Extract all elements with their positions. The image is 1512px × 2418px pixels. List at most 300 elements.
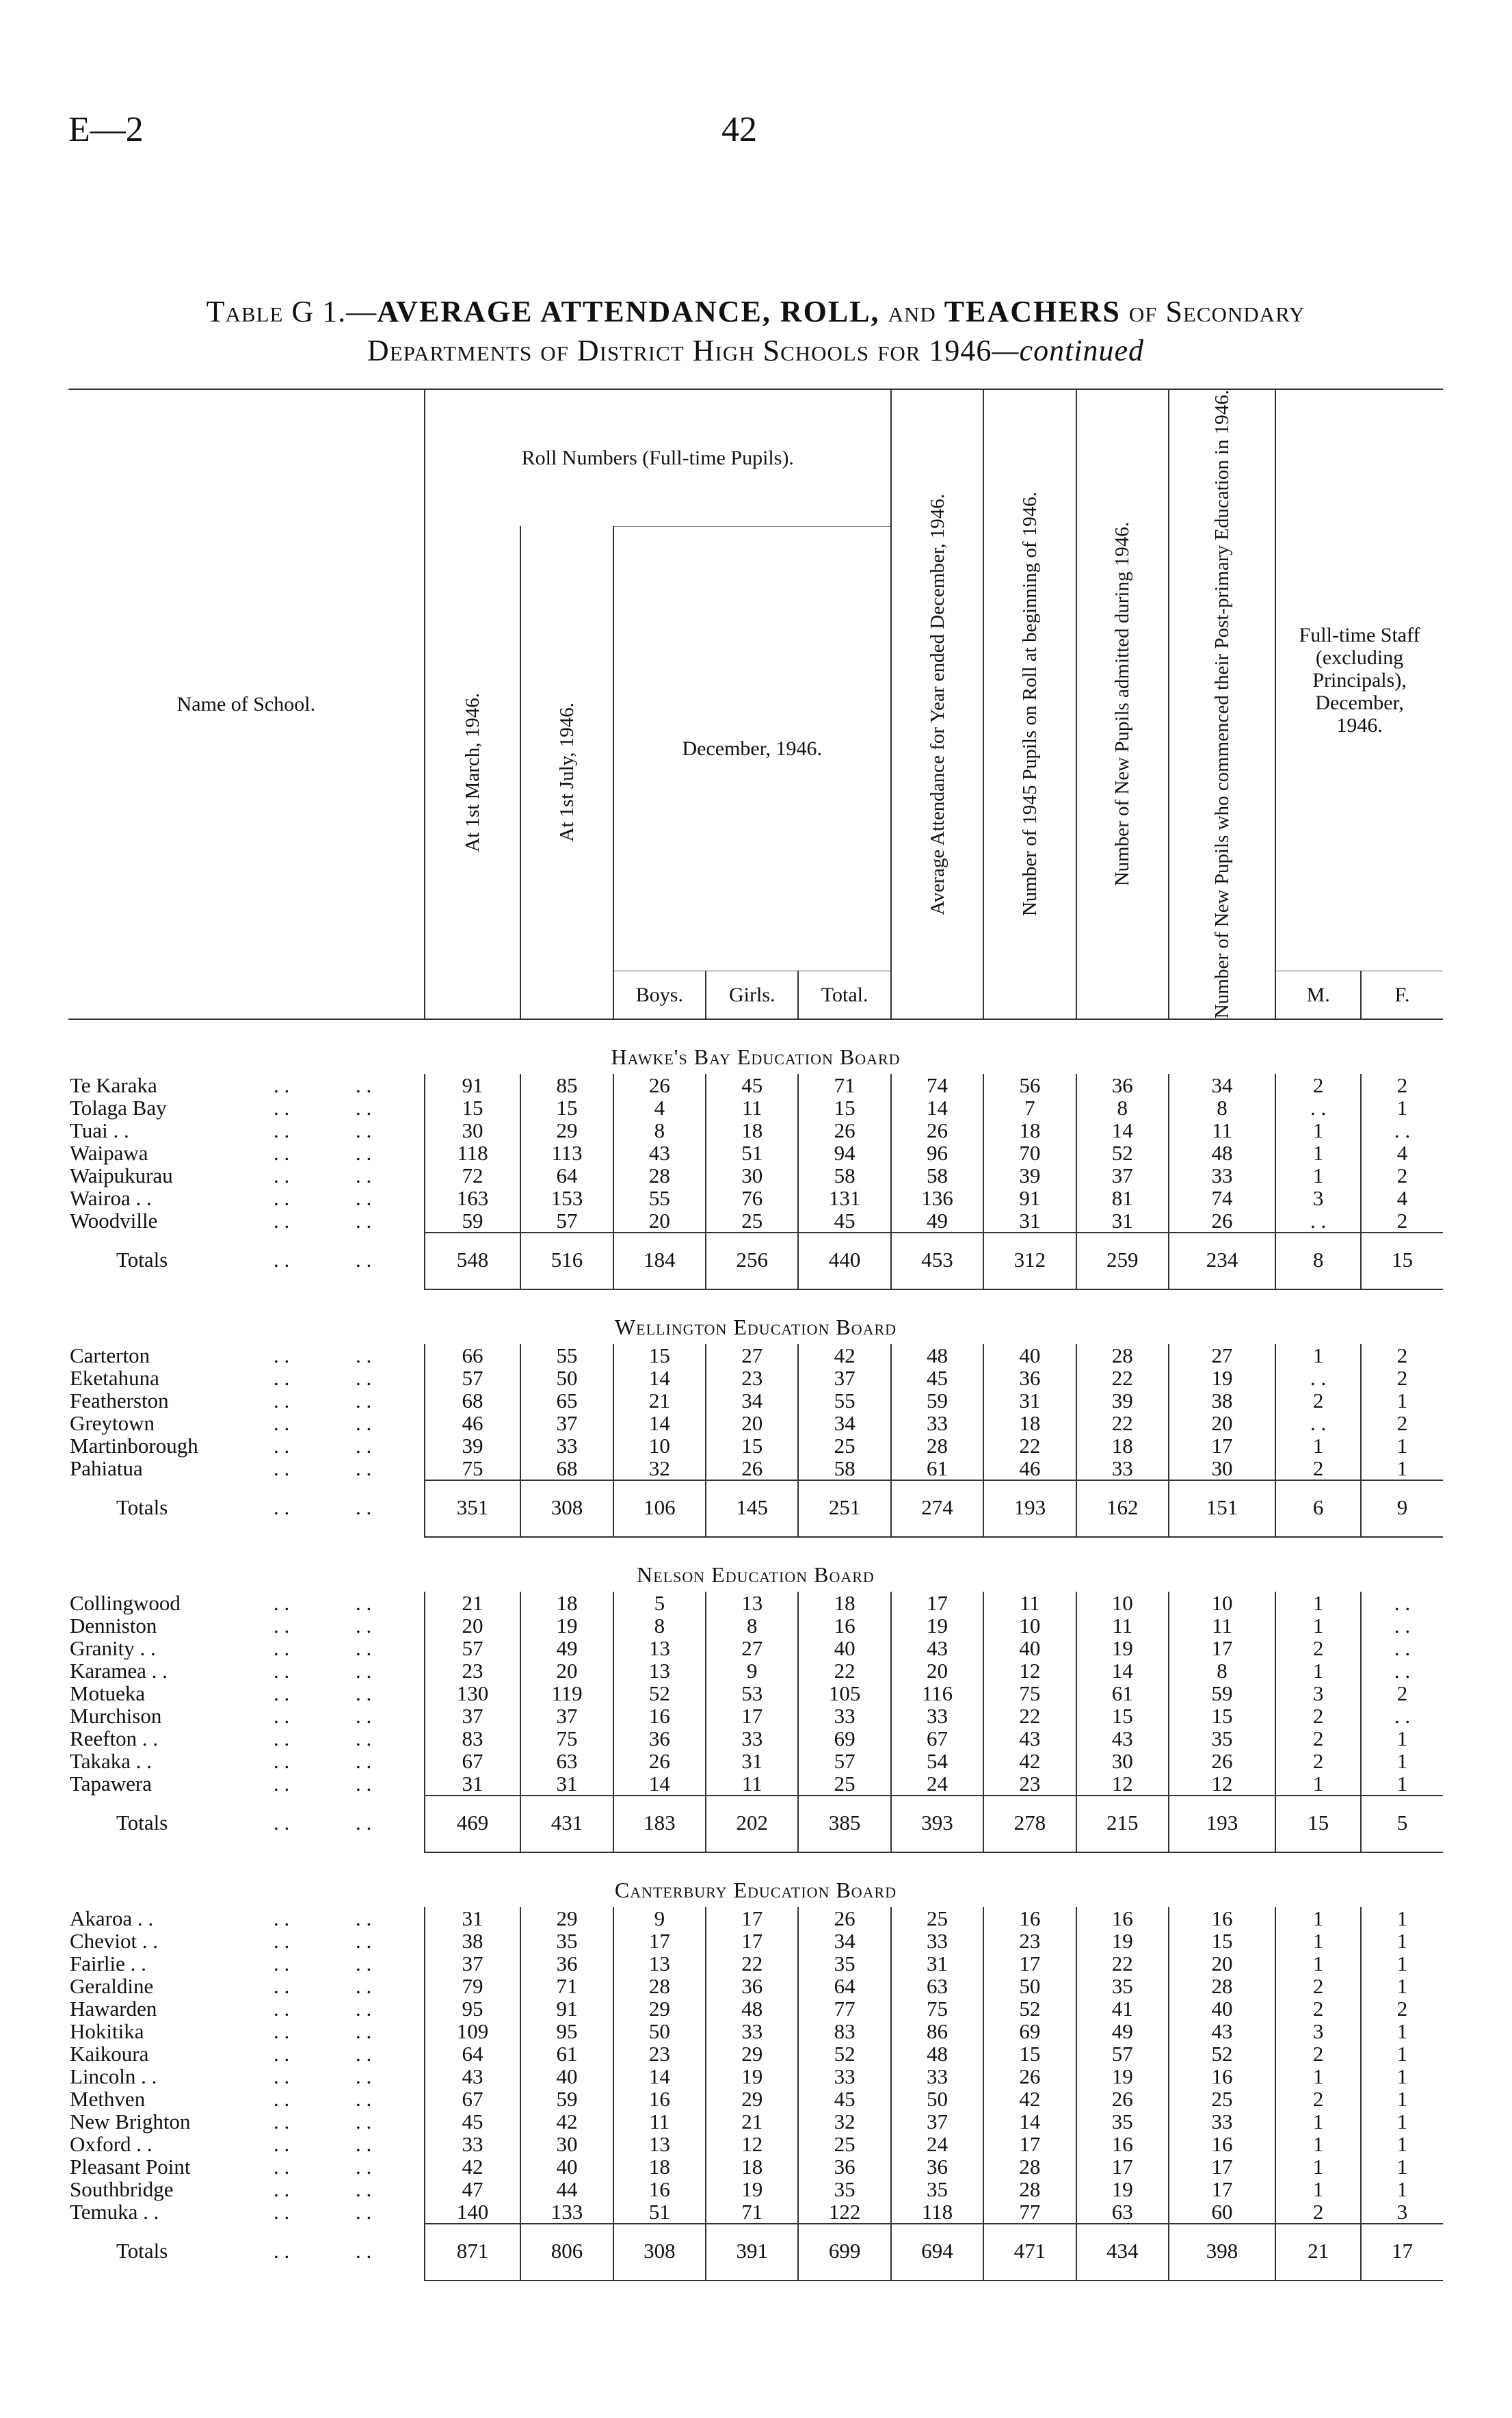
school-name bbox=[68, 1412, 425, 1434]
table-cell: 11 bbox=[1169, 1119, 1275, 1142]
table-cell: 29 bbox=[520, 1907, 613, 1930]
table-cell: 64 bbox=[520, 1164, 613, 1187]
table-row bbox=[68, 1682, 1443, 1705]
title-bold: AVERAGE ATTENDANCE, ROLL, bbox=[377, 295, 880, 328]
leader-dots: . . bbox=[356, 1703, 372, 1728]
table-cell: 42 bbox=[798, 1344, 890, 1367]
table-cell: 2 bbox=[1361, 1682, 1443, 1705]
school-name bbox=[68, 2042, 425, 2065]
table-cell: . . bbox=[1361, 1659, 1443, 1682]
table-cell: 64 bbox=[425, 2042, 521, 2065]
totals-cell: 274 bbox=[891, 1480, 983, 1537]
table-cell: 37 bbox=[1076, 1164, 1169, 1187]
table-cell: 28 bbox=[983, 2155, 1076, 2178]
table-cell: 39 bbox=[1076, 1389, 1169, 1412]
school-name bbox=[68, 2178, 425, 2200]
table-cell: 94 bbox=[798, 1142, 890, 1164]
table-cell: 33 bbox=[891, 1705, 983, 1727]
table-cell: 95 bbox=[425, 1997, 521, 2020]
school-name bbox=[68, 1592, 425, 1614]
table-cell: 61 bbox=[1076, 1682, 1169, 1705]
table-cell: 19 bbox=[520, 1614, 613, 1637]
table-cell: 23 bbox=[706, 1367, 798, 1389]
table-cell: 3 bbox=[1275, 1187, 1361, 1209]
table-cell: 20 bbox=[613, 1209, 706, 1233]
leader-dots: . . bbox=[356, 1951, 372, 1975]
table-cell: 1 bbox=[1275, 1592, 1361, 1614]
totals-cell: 193 bbox=[983, 1480, 1076, 1537]
header-march-text: At 1st March, 1946. bbox=[462, 692, 484, 852]
table-cell: 27 bbox=[1169, 1344, 1275, 1367]
table-row bbox=[68, 1209, 1443, 1233]
table-row bbox=[68, 1750, 1443, 1772]
table-cell: 33 bbox=[891, 2065, 983, 2088]
table-row bbox=[68, 1659, 1443, 1682]
header-new-post-primary bbox=[1169, 389, 1275, 1019]
table-cell: 7 bbox=[983, 1096, 1076, 1119]
leader-dots: . . bbox=[274, 1185, 290, 1210]
table-cell: 47 bbox=[425, 2178, 521, 2200]
table-cell: 19 bbox=[1076, 2065, 1169, 2088]
table-cell: 52 bbox=[1076, 1142, 1169, 1164]
leader-dots: . . bbox=[274, 2019, 290, 2043]
table-cell: 16 bbox=[1169, 1907, 1275, 1930]
table-cell: 37 bbox=[425, 1705, 521, 1727]
leader-dots: . . bbox=[356, 1635, 372, 1660]
table-cell: 14 bbox=[613, 1412, 706, 1434]
totals-cell: 183 bbox=[613, 1796, 706, 1852]
table-cell: 11 bbox=[613, 2110, 706, 2133]
table-cell: 17 bbox=[1076, 2155, 1169, 2178]
school-name-text: Greytown bbox=[70, 1410, 155, 1435]
school-name-text: Martinborough bbox=[70, 1433, 198, 1458]
title-and: and bbox=[888, 295, 936, 328]
table-cell: 25 bbox=[798, 1772, 890, 1796]
table-cell: 65 bbox=[520, 1389, 613, 1412]
table-row bbox=[68, 1637, 1443, 1659]
table-cell: 48 bbox=[706, 1997, 798, 2020]
table-cell: 2 bbox=[1275, 2088, 1361, 2110]
table-cell: 2 bbox=[1275, 1750, 1361, 1772]
table-cell: 8 bbox=[706, 1614, 798, 1637]
table-cell: 18 bbox=[798, 1592, 890, 1614]
table-cell: 57 bbox=[798, 1750, 890, 1772]
table-cell: 1 bbox=[1361, 2020, 1443, 2042]
leader-dots: . . bbox=[274, 1906, 290, 1930]
header-avg-attendance-text: Average Attendance for Year ended December, 1946. bbox=[926, 493, 949, 915]
table-cell: 63 bbox=[891, 1975, 983, 1997]
leader-dots: . . bbox=[356, 2109, 372, 2133]
table-cell: 42 bbox=[983, 2088, 1076, 2110]
table-cell: 35 bbox=[798, 2178, 890, 2200]
table-row bbox=[68, 2042, 1443, 2065]
table-cell: 48 bbox=[1169, 1142, 1275, 1164]
page-number: 42 bbox=[721, 110, 757, 149]
table-cell: 8 bbox=[1169, 1096, 1275, 1119]
table-cell: 116 bbox=[891, 1682, 983, 1705]
table-cell: 23 bbox=[425, 1659, 521, 1682]
table-cell: 11 bbox=[706, 1772, 798, 1796]
table-cell: . . bbox=[1275, 1209, 1361, 1233]
table-cell: 37 bbox=[520, 1412, 613, 1434]
table-cell: 18 bbox=[983, 1412, 1076, 1434]
table-cell: 40 bbox=[520, 2155, 613, 2178]
leader-dots: . . bbox=[274, 1365, 290, 1390]
table-cell: 79 bbox=[425, 1975, 521, 1997]
table-cell: 81 bbox=[1076, 1187, 1169, 1209]
table-cell: 46 bbox=[983, 1457, 1076, 1480]
table-cell: 16 bbox=[798, 1614, 890, 1637]
totals-cell: 15 bbox=[1361, 1233, 1443, 1289]
table-cell: 36 bbox=[891, 2155, 983, 2178]
table-cell: 14 bbox=[613, 1772, 706, 1796]
leader-dots: . . bbox=[274, 1343, 290, 1367]
table-cell: 1 bbox=[1275, 2110, 1361, 2133]
table-row bbox=[68, 1412, 1443, 1434]
table-cell: 1 bbox=[1275, 1772, 1361, 1796]
table-cell: 22 bbox=[1076, 1952, 1169, 1975]
table-cell: 17 bbox=[1169, 2155, 1275, 2178]
table-cell: 55 bbox=[613, 1187, 706, 1209]
table-cell: 20 bbox=[891, 1659, 983, 1682]
table-cell: 1 bbox=[1361, 1727, 1443, 1750]
table-row bbox=[68, 1592, 1443, 1614]
table-cell: 119 bbox=[520, 1682, 613, 1705]
table-row bbox=[68, 1457, 1443, 1480]
table-cell: 13 bbox=[706, 1592, 798, 1614]
table-cell: 17 bbox=[706, 1705, 798, 1727]
table-cell: 77 bbox=[983, 2200, 1076, 2224]
table-cell: 57 bbox=[1076, 2042, 1169, 2065]
leader-dots: . . bbox=[356, 1095, 372, 1120]
table-cell: 45 bbox=[798, 1209, 890, 1233]
header-july bbox=[520, 526, 613, 1019]
table-cell: 16 bbox=[613, 2088, 706, 2110]
table-cell: 16 bbox=[613, 2178, 706, 2200]
totals-cell: 385 bbox=[798, 1796, 890, 1852]
totals-cell: 9 bbox=[1361, 1480, 1443, 1537]
leader-dots: . . bbox=[274, 2200, 290, 2224]
leader-dots: . . bbox=[274, 1410, 290, 1435]
table-cell: 18 bbox=[1076, 1434, 1169, 1457]
school-name-text: Geraldine bbox=[70, 1973, 154, 1998]
leader-dots: . . bbox=[274, 1433, 290, 1458]
table-cell: 11 bbox=[706, 1096, 798, 1119]
leader-dots: . . bbox=[356, 1495, 372, 1519]
table-cell: 30 bbox=[1076, 1750, 1169, 1772]
leader-dots: . . bbox=[274, 1658, 290, 1683]
table-cell: 15 bbox=[798, 1096, 890, 1119]
table-cell: 25 bbox=[798, 2133, 890, 2155]
table-cell: 15 bbox=[706, 1434, 798, 1457]
school-name-text: Methven bbox=[70, 2086, 146, 2111]
table-cell: . . bbox=[1275, 1367, 1361, 1389]
school-name-text: Tuai . . bbox=[70, 1118, 129, 1142]
table-cell: 15 bbox=[520, 1096, 613, 1119]
school-name-text: Waipawa bbox=[70, 1140, 148, 1165]
table-cell: 18 bbox=[706, 2155, 798, 2178]
table-cell: 29 bbox=[520, 1119, 613, 1142]
school-name-text: Karamea . . bbox=[70, 1658, 168, 1683]
table-cell: 8 bbox=[613, 1119, 706, 1142]
totals-cell: 440 bbox=[798, 1233, 890, 1289]
table-cell: 3 bbox=[1275, 1682, 1361, 1705]
table-cell: 71 bbox=[520, 1975, 613, 1997]
school-name-text: Temuka . . bbox=[70, 2200, 159, 2224]
table-cell: 40 bbox=[798, 1637, 890, 1659]
leader-dots: . . bbox=[356, 1996, 372, 2021]
table-cell: 1 bbox=[1361, 1750, 1443, 1772]
leader-dots: . . bbox=[356, 1185, 372, 1210]
leader-dots: . . bbox=[274, 1726, 290, 1750]
table-cell: 22 bbox=[706, 1952, 798, 1975]
table-cell: 33 bbox=[798, 1705, 890, 1727]
school-name-text: Cheviot . . bbox=[70, 1928, 159, 1953]
totals-label bbox=[68, 1233, 425, 1289]
table-cell: 1 bbox=[1361, 2155, 1443, 2178]
table-cell: 2 bbox=[1275, 1457, 1361, 1480]
school-name bbox=[68, 1727, 425, 1750]
table-row bbox=[68, 1344, 1443, 1367]
school-name bbox=[68, 1164, 425, 1187]
leader-dots: . . bbox=[274, 1928, 290, 1953]
table-cell: 19 bbox=[706, 2178, 798, 2200]
table-cell: 22 bbox=[1076, 1367, 1169, 1389]
totals-cell: 215 bbox=[1076, 1796, 1169, 1852]
table-row bbox=[68, 1997, 1443, 2020]
table-cell: 15 bbox=[613, 1344, 706, 1367]
table-cell: 163 bbox=[425, 1187, 521, 1209]
table-cell: 34 bbox=[1169, 1074, 1275, 1096]
totals-cell: 202 bbox=[706, 1796, 798, 1852]
table-cell: 9 bbox=[706, 1659, 798, 1682]
leader-dots: . . bbox=[356, 1772, 372, 1796]
totals-label bbox=[68, 1480, 425, 1537]
table-cell: 13 bbox=[613, 2133, 706, 2155]
table-cell: 1 bbox=[1275, 1907, 1361, 1930]
table-cell: 16 bbox=[613, 1705, 706, 1727]
table-cell: 17 bbox=[1169, 1434, 1275, 1457]
header-july-text: At 1st July, 1946. bbox=[556, 702, 578, 842]
school-name-text: Motueka bbox=[70, 1681, 146, 1705]
table-row bbox=[68, 2200, 1443, 2224]
table-cell: 113 bbox=[520, 1142, 613, 1164]
leader-dots: . . bbox=[356, 1163, 372, 1187]
table-cell: 3 bbox=[1275, 2020, 1361, 2042]
leader-dots: . . bbox=[274, 1073, 290, 1097]
table-cell: 1 bbox=[1361, 2178, 1443, 2200]
table-cell: 16 bbox=[1076, 1907, 1169, 1930]
table-row bbox=[68, 2065, 1443, 2088]
table-cell: 59 bbox=[520, 2088, 613, 2110]
totals-cell: 193 bbox=[1169, 1796, 1275, 1852]
school-name bbox=[68, 1614, 425, 1637]
leader-dots: . . bbox=[356, 2064, 372, 2088]
table-row bbox=[68, 1975, 1443, 1997]
table-cell: 1 bbox=[1275, 1344, 1361, 1367]
table-cell: 18 bbox=[613, 2155, 706, 2178]
table-cell: 1 bbox=[1275, 2155, 1361, 2178]
table-row bbox=[68, 1952, 1443, 1975]
table-row bbox=[68, 2110, 1443, 2133]
totals-cell: 8 bbox=[1275, 1233, 1361, 1289]
leader-dots: . . bbox=[356, 1209, 372, 1233]
table-cell: 76 bbox=[706, 1187, 798, 1209]
school-name bbox=[68, 1975, 425, 1997]
table-cell: 1 bbox=[1361, 1952, 1443, 1975]
table-header bbox=[68, 389, 1443, 1019]
table-cell: 24 bbox=[891, 2133, 983, 2155]
table-cell: . . bbox=[1361, 1614, 1443, 1637]
school-name bbox=[68, 1457, 425, 1480]
table-row bbox=[68, 1074, 1443, 1096]
table-cell: 71 bbox=[706, 2200, 798, 2224]
totals-row bbox=[68, 1480, 1443, 1537]
table-cell: 15 bbox=[425, 1096, 521, 1119]
table-cell: 105 bbox=[798, 1682, 890, 1705]
table-cell: 33 bbox=[706, 1727, 798, 1750]
table-cell: 55 bbox=[798, 1389, 890, 1412]
totals-cell: 308 bbox=[613, 2224, 706, 2281]
table-cell: 31 bbox=[891, 1952, 983, 1975]
table-cell: 25 bbox=[798, 1434, 890, 1457]
totals-cell: 516 bbox=[520, 1233, 613, 1289]
table-cell: 59 bbox=[891, 1389, 983, 1412]
leader-dots: . . bbox=[274, 1456, 290, 1481]
header-new-pupils bbox=[1076, 389, 1169, 1019]
totals-cell: 871 bbox=[425, 2224, 521, 2281]
table-cell: 91 bbox=[520, 1997, 613, 2020]
table-cell: 14 bbox=[1076, 1119, 1169, 1142]
leader-dots: . . bbox=[274, 1681, 290, 1705]
school-name bbox=[68, 2200, 425, 2224]
table-cell: 17 bbox=[983, 2133, 1076, 2155]
school-name bbox=[68, 1772, 425, 1796]
table-cell: 36 bbox=[613, 1727, 706, 1750]
table-cell: 10 bbox=[1076, 1592, 1169, 1614]
table-cell: 4 bbox=[1361, 1142, 1443, 1164]
table-cell: 36 bbox=[1076, 1074, 1169, 1096]
totals-row bbox=[68, 1796, 1443, 1852]
header-total: Total. bbox=[798, 971, 890, 1019]
table-row bbox=[68, 1727, 1443, 1750]
table-cell: 38 bbox=[425, 1930, 521, 1952]
table-cell: 1 bbox=[1361, 1930, 1443, 1952]
totals-cell: 251 bbox=[798, 1480, 890, 1537]
totals-cell: 17 bbox=[1361, 2224, 1443, 2281]
totals-cell: 699 bbox=[798, 2224, 890, 2281]
table-cell: 20 bbox=[1169, 1952, 1275, 1975]
table-cell: 16 bbox=[1076, 2133, 1169, 2155]
table-cell: 15 bbox=[1076, 1705, 1169, 1727]
school-name bbox=[68, 1705, 425, 1727]
school-name-text: New Brighton bbox=[70, 2109, 191, 2133]
attendance-table bbox=[68, 389, 1443, 2281]
table-cell: 1 bbox=[1275, 2133, 1361, 2155]
table-cell: 29 bbox=[613, 1997, 706, 2020]
table-cell: 35 bbox=[1169, 1727, 1275, 1750]
header-staff: Full-time Staff (excluding Principals), December, 1946. bbox=[1275, 389, 1443, 971]
table-cell: 53 bbox=[706, 1682, 798, 1705]
school-name-text: Reefton . . bbox=[70, 1726, 159, 1750]
table-cell: 68 bbox=[425, 1389, 521, 1412]
table-cell: 18 bbox=[520, 1592, 613, 1614]
leader-dots: . . bbox=[356, 1810, 372, 1835]
leader-dots: . . bbox=[356, 1658, 372, 1683]
table-row bbox=[68, 2155, 1443, 2178]
table-cell: 43 bbox=[1169, 2020, 1275, 2042]
totals-label-text: Totals bbox=[116, 1495, 168, 1519]
leader-dots: . . bbox=[274, 1951, 290, 1975]
leader-dots: . . bbox=[274, 2109, 290, 2133]
table-cell: 30 bbox=[425, 1119, 521, 1142]
table-cell: . . bbox=[1275, 1412, 1361, 1434]
table-cell: 136 bbox=[891, 1187, 983, 1209]
table-cell: 1 bbox=[1275, 1164, 1361, 1187]
table-cell: 26 bbox=[798, 1907, 890, 1930]
leader-dots: . . bbox=[356, 1118, 372, 1142]
table-cell: 18 bbox=[706, 1119, 798, 1142]
table-row bbox=[68, 2133, 1443, 2155]
table-row bbox=[68, 2178, 1443, 2200]
table-row bbox=[68, 1614, 1443, 1637]
header-roll-numbers: Roll Numbers (Full-time Pupils). bbox=[425, 389, 891, 526]
table-cell: 5 bbox=[613, 1592, 706, 1614]
table-cell: 153 bbox=[520, 1187, 613, 1209]
table-cell: 12 bbox=[983, 1659, 1076, 1682]
table-cell: 56 bbox=[983, 1074, 1076, 1096]
table-cell: 20 bbox=[520, 1659, 613, 1682]
table-cell: 109 bbox=[425, 2020, 521, 2042]
table-cell: . . bbox=[1361, 1705, 1443, 1727]
table-cell: 50 bbox=[983, 1975, 1076, 1997]
school-name-text: Te Karaka bbox=[70, 1073, 157, 1097]
leader-dots: . . bbox=[356, 2041, 372, 2066]
table-cell: 17 bbox=[1169, 1637, 1275, 1659]
leader-dots: . . bbox=[274, 1748, 290, 1773]
school-name bbox=[68, 1659, 425, 1682]
leader-dots: . . bbox=[274, 1495, 290, 1519]
table-cell: 26 bbox=[798, 1119, 890, 1142]
table-cell: 1 bbox=[1361, 1457, 1443, 1480]
table-cell: 34 bbox=[798, 1930, 890, 1952]
header-december: December, 1946. bbox=[613, 526, 891, 971]
leader-dots: . . bbox=[274, 1703, 290, 1728]
table-cell: 1 bbox=[1275, 1142, 1361, 1164]
table-cell: 35 bbox=[520, 1930, 613, 1952]
table-cell: 2 bbox=[1275, 1389, 1361, 1412]
header-pupils-1945-text: Number of 1945 Pupils on Roll at beginning of 1946. bbox=[1018, 492, 1041, 917]
table-cell: 1 bbox=[1361, 2065, 1443, 2088]
table-cell: 2 bbox=[1361, 1412, 1443, 1434]
totals-cell: 469 bbox=[425, 1796, 521, 1852]
table-cell: 28 bbox=[1169, 1975, 1275, 1997]
table-cell: 1 bbox=[1275, 2065, 1361, 2088]
table-cell: 68 bbox=[520, 1457, 613, 1480]
leader-dots: . . bbox=[356, 2086, 372, 2111]
table-cell: 75 bbox=[983, 1682, 1076, 1705]
table-row bbox=[68, 1187, 1443, 1209]
school-name-text: Featherston bbox=[70, 1388, 169, 1412]
leader-dots: . . bbox=[274, 2131, 290, 2156]
leader-dots: . . bbox=[356, 1140, 372, 1165]
board-heading-row bbox=[68, 1852, 1443, 1907]
table-cell: 26 bbox=[1169, 1750, 1275, 1772]
table-cell: 49 bbox=[520, 1637, 613, 1659]
table-cell: 11 bbox=[1076, 1614, 1169, 1637]
table-cell: 33 bbox=[706, 2020, 798, 2042]
table-cell: 51 bbox=[613, 2200, 706, 2224]
